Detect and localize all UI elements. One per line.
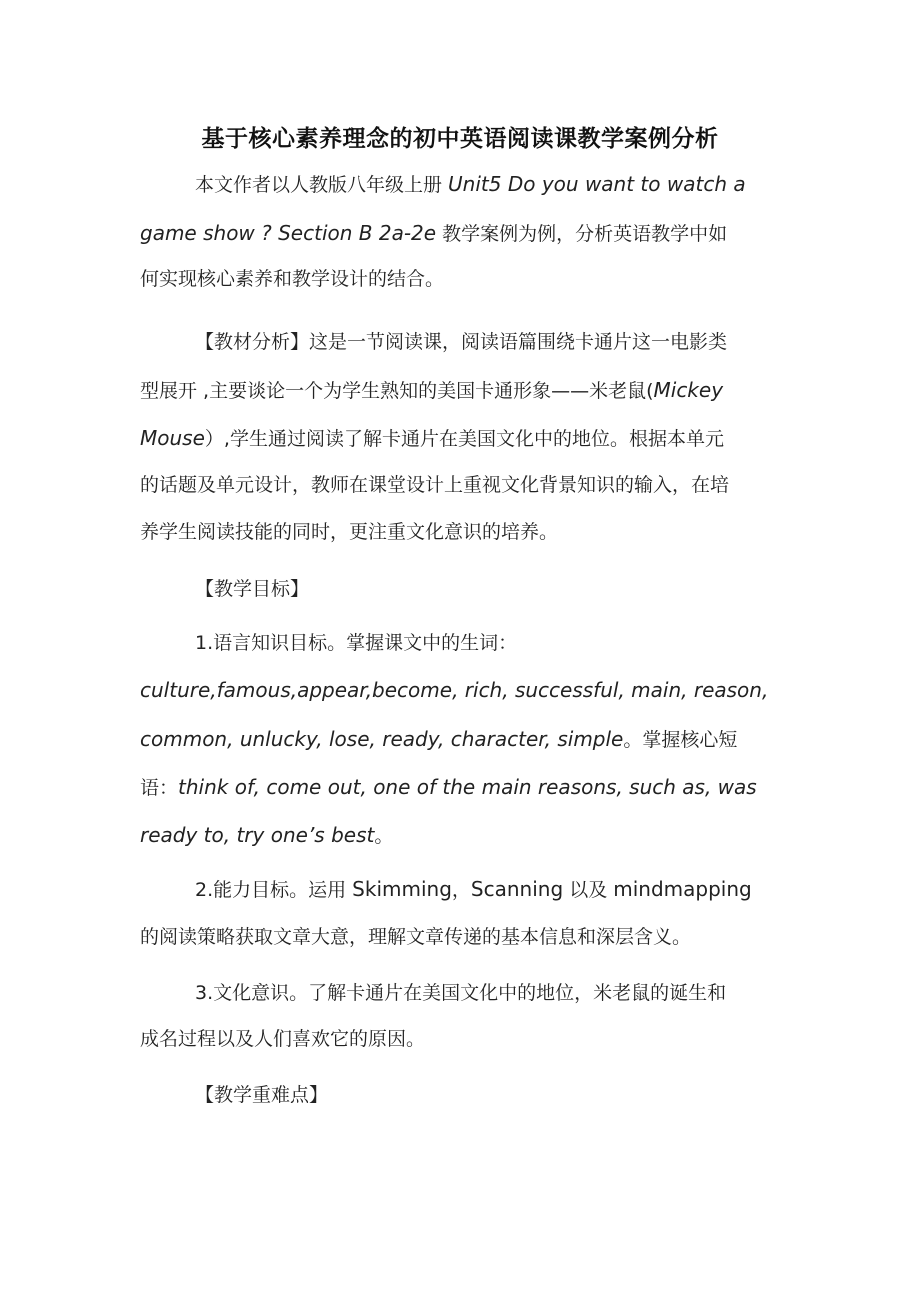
intro-line-1 (195, 172, 746, 197)
goal1-line-5 (140, 823, 393, 848)
document-title: 基于核心素养理念的初中英语阅读课教学案例分析 (201, 125, 719, 152)
intro-english: Unit5 Do you want to watch a (448, 172, 746, 196)
goal2-strategy: Skimming (352, 877, 452, 901)
goal1-vocabulary: common, unlucky, lose, ready, character, simple (140, 727, 624, 751)
textbook-line-4: 的话题及单元设计，教师在课堂设计上重视文化背景知识的输入，在培 (140, 474, 730, 496)
goal3-line-1: 3.文化意识。了解卡通片在美国文化中的地位，米老鼠的诞生和 (195, 982, 727, 1004)
goal2-strategy: mindmapping (613, 877, 752, 901)
goal2-text: 以及 (563, 879, 614, 901)
textbook-english: Mickey (653, 378, 724, 402)
textbook-line-2 (140, 378, 723, 403)
goal1-text: 。掌握核心短 (623, 729, 738, 751)
textbook-line-3 (140, 426, 724, 451)
goal2-line-1 (195, 877, 752, 902)
goal2-text: 2.能力目标。运用 (195, 879, 353, 901)
goal2-text: ， (451, 879, 471, 901)
difficulties-heading: 【教学重难点】 (195, 1084, 329, 1106)
goal3-line-2: 成名过程以及人们喜欢它的原因。 (140, 1028, 426, 1050)
goal1-vocabulary: culture,famous,appear,become, rich, successful, main, reason, (140, 678, 769, 702)
goals-heading: 【教学目标】 (195, 578, 310, 600)
intro-text: 教学案例为例，分析英语教学中如 (436, 223, 728, 245)
textbook-text: ）,学生通过阅读了解卡通片在美国文化中的地位。根据本单元 (204, 428, 724, 450)
goal1-phrases: think of, come out, one of the main reasons, such as, was (178, 775, 757, 799)
goal1-line-4 (140, 775, 757, 800)
textbook-english: Mouse (140, 426, 205, 450)
intro-text: 本文作者以人教版八年级上册 (195, 174, 449, 196)
goal1-line-1: 1.语言知识目标。掌握课文中的生词： (195, 632, 518, 654)
goal1-phrases: ready to, try one’s best (140, 823, 375, 847)
goal2-line-2: 的阅读策略获取文章大意，理解文章传递的基本信息和深层含义。 (140, 926, 692, 948)
textbook-line-5: 养学生阅读技能的同时，更注重文化意识的培养。 (140, 521, 559, 543)
textbook-line-1: 【教材分析】这是一节阅读课，阅读语篇围绕卡通片这一电影类 (195, 331, 728, 353)
goal2-strategy: Scanning (470, 877, 564, 901)
goal1-line-3 (140, 727, 737, 752)
intro-english: game show ? Section B 2a-2e (140, 221, 437, 245)
textbook-text: 型展开 ,主要谈论一个为学生熟知的美国卡通形象——米老鼠( (140, 380, 654, 402)
goal1-text: 语： (140, 777, 179, 799)
intro-line-2 (140, 221, 727, 246)
goal1-text: 。 (374, 825, 394, 847)
intro-line-3: 何实现核心素养和教学设计的结合。 (140, 268, 445, 290)
